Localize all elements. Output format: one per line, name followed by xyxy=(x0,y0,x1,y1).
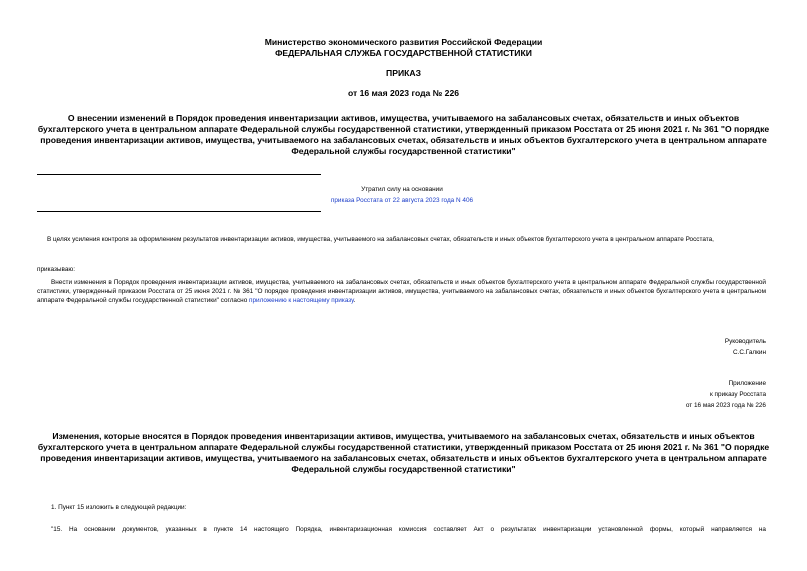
order-item-end: . xyxy=(353,297,356,304)
preamble-paragraph: В целях усиления контроля за оформлением результатов инвентаризации активов, имущества, учитываемого на забалансовых счетах, обязательств и иных объектов бухгалтерского учета в центральном аппарате Росстата, xyxy=(47,236,714,243)
appendix-ref-line1: Приложение xyxy=(728,380,766,387)
ministry-name: Министерство экономического развития Российской Федерации xyxy=(264,37,543,47)
appendix-link[interactable]: приложению к настоящему приказу xyxy=(249,297,354,304)
separator-bottom xyxy=(37,211,321,212)
order-item-paragraph xyxy=(37,278,766,305)
appendix-ref-line3: от 16 мая 2023 года № 226 xyxy=(685,402,766,409)
doc-type: ПРИКАЗ xyxy=(386,68,421,78)
appendix-point-15: "15. На основании документов, указанных в пункте 14 настоящего Порядка, инвентаризационная комиссия составляет Акт о результатах инвентаризации установленной формы, который направляется на xyxy=(51,526,766,533)
appendix-ref-line2: к приказу Росстата xyxy=(709,391,766,398)
order-word: приказываю: xyxy=(37,266,75,273)
status-note-link[interactable]: приказа Росстата от 22 августа 2023 года N 406 xyxy=(330,197,474,204)
status-note-text: Утратил силу на основании xyxy=(361,186,443,193)
separator-top xyxy=(37,174,321,175)
doc-title: О внесении изменений в Порядок проведения инвентаризации активов, имущества, учитываемого на забалансовых счетах, обязательств и иных объектов бухгалтерского учета в центральном аппарате Федеральной службы государственной статистики, утвержденный приказом Росстата от 25 июня 2021 г. № 361 "О порядке проведения инвентаризации активов, имущества, учитываемого на забалансовых счетах, обязательств и иных объектов бухгалтерского учета в центральном аппарате Федеральной службы государственной статистики" xyxy=(37,113,770,156)
signature-position: Руководитель xyxy=(724,338,766,345)
order-item-text: Внести изменения в Порядок проведения инвентаризации активов, имущества, учитываемого на забалансовых счетах, обязательств и иных объектов бухгалтерского учета в центральном аппарате Федеральной службы государственной статистики, утвержденный приказом Росстата от 25 июня 2021 г. № 361 "О порядке проведения инвентаризации активов, имущества, учитываемого на забалансовых счетах, обязательств и иных объектов бухгалтерского учета в центральном аппарате Федеральной службы государственной статистики" согласно xyxy=(37,279,766,304)
agency-name: ФЕДЕРАЛЬНАЯ СЛУЖБА ГОСУДАРСТВЕННОЙ СТАТИСТИКИ xyxy=(275,48,532,58)
doc-date: от 16 мая 2023 года № 226 xyxy=(347,88,460,98)
appendix-title: Изменения, которые вносятся в Порядок проведения инвентаризации активов, имущества, учитываемого на забалансовых счетах, обязательств и иных объектов бухгалтерского учета в центральном аппарате Федеральной службы государственной статистики, утвержденный приказом Росстата от 25 июня 2021 г. № 361 "О порядке проведения инвентаризации активов, имущества, учитываемого на забалансовых счетах, обязательств и иных объектов бухгалтерского учета в центральном аппарате Федеральной службы государственной статистики" xyxy=(37,431,770,474)
appendix-point-1: 1. Пункт 15 изложить в следующей редакции: xyxy=(51,504,187,511)
signature-name: С.С.Галкин xyxy=(732,349,766,356)
